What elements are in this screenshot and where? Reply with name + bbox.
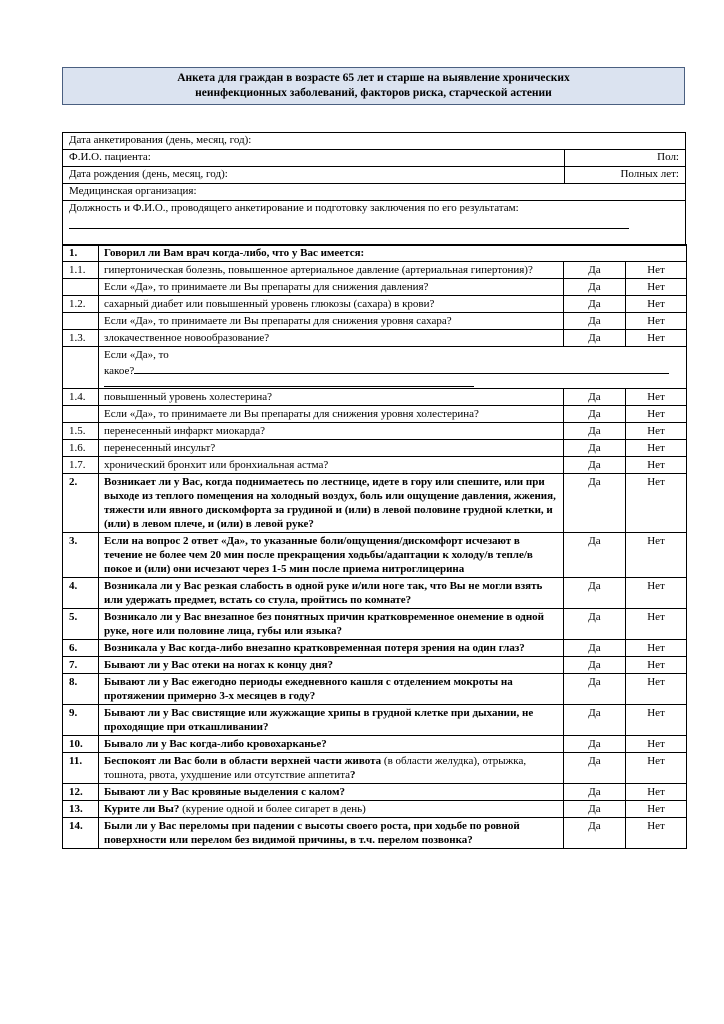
answer-yes[interactable]: Да [564, 609, 626, 640]
question-text-bold: Беспокоят ли Вас боли в области верхней части живота [104, 755, 382, 767]
form-title-box [62, 67, 685, 105]
question-number: 8. [63, 674, 99, 705]
question-text: Бывают ли у Вас отеки на ногах к концу дня? [99, 657, 564, 674]
questionnaire-table [62, 244, 687, 849]
answer-no[interactable]: Нет [626, 389, 687, 406]
sex-field: Пол: [565, 150, 686, 167]
question-text-end: ? [350, 769, 356, 781]
medical-org-field: Медицинская организация: [63, 184, 686, 201]
answer-no[interactable]: Нет [626, 474, 687, 533]
answer-yes[interactable]: Да [564, 533, 626, 578]
question-number: 3. [63, 533, 99, 578]
answer-yes[interactable]: Да [564, 313, 626, 330]
answer-yes[interactable]: Да [564, 296, 626, 313]
table-row [63, 578, 687, 609]
question-text: Говорил ли Вам врач когда-либо, что у Вас имеется: [99, 245, 687, 262]
answer-no[interactable]: Нет [626, 784, 687, 801]
cancer-type-field[interactable] [99, 347, 687, 389]
answer-yes[interactable]: Да [564, 818, 626, 849]
answer-yes[interactable]: Да [564, 705, 626, 736]
answer-yes[interactable]: Да [564, 330, 626, 347]
question-text: повышенный уровень холестерина? [99, 389, 564, 406]
answer-no[interactable]: Нет [626, 753, 687, 784]
question-text: Если на вопрос 2 ответ «Да», то указанные боли/ощущения/дискомфорт исчезают в течение не более чем 20 мин после прекращения ходьбы/адаптации к холоду/в тепле/в покое и (или) они исчезают через 1-5 мин после приема нитроглицерина [99, 533, 564, 578]
question-text: Бывают ли у Вас свистящие или жужжащие хрипы в грудной клетке при дыхании, не проходящие при откашливании? [99, 705, 564, 736]
question-text: Если «Да», то принимаете ли Вы препараты для снижения уровня холестерина? [99, 406, 564, 423]
question-number: 2. [63, 474, 99, 533]
answer-no[interactable]: Нет [626, 818, 687, 849]
table-row [63, 705, 687, 736]
table-row [63, 753, 687, 784]
answer-yes[interactable]: Да [564, 406, 626, 423]
answer-yes[interactable]: Да [564, 457, 626, 474]
answer-no[interactable]: Нет [626, 423, 687, 440]
answer-no[interactable]: Нет [626, 674, 687, 705]
answer-no[interactable]: Нет [626, 279, 687, 296]
answer-no[interactable]: Нет [626, 657, 687, 674]
question-number: 7. [63, 657, 99, 674]
question-text: Если «Да», то принимаете ли Вы препараты для снижения уровня сахара? [99, 313, 564, 330]
answer-no[interactable]: Нет [626, 609, 687, 640]
birth-date-field: Дата рождения (день, месяц, год): [63, 167, 565, 184]
table-row [63, 296, 687, 313]
table-row [63, 674, 687, 705]
table-row [63, 440, 687, 457]
table-row [63, 406, 687, 423]
answer-line [134, 362, 669, 374]
question-text: Если «Да», то принимаете ли Вы препараты для снижения давления? [99, 279, 564, 296]
question-text: Бывало ли у Вас когда-либо кровохарканье? [99, 736, 564, 753]
answer-yes[interactable]: Да [564, 784, 626, 801]
question-text-note: (в области желудка), отрыжка, тошнота, рвота, ухудшение или отсутствие аппетита [104, 755, 527, 781]
question-number [63, 406, 99, 423]
answer-yes[interactable]: Да [564, 262, 626, 279]
survey-date-field: Дата анкетирования (день, месяц, год): [63, 133, 686, 150]
answer-yes[interactable]: Да [564, 736, 626, 753]
table-row [63, 640, 687, 657]
answer-yes[interactable]: Да [564, 389, 626, 406]
answer-no[interactable]: Нет [626, 801, 687, 818]
question-text: Были ли у Вас переломы при падении с высоты своего роста, при ходьбе по ровной поверхности или перелом без видимой причины, в т.ч. перелом позвонка? [99, 818, 564, 849]
question-number: 13. [63, 801, 99, 818]
examiner-signature-line [69, 216, 629, 229]
answer-no[interactable]: Нет [626, 457, 687, 474]
answer-yes[interactable]: Да [564, 578, 626, 609]
table-row [63, 784, 687, 801]
question-text: сахарный диабет или повышенный уровень глюкозы (сахара) в крови? [99, 296, 564, 313]
answer-no[interactable]: Нет [626, 705, 687, 736]
table-row [63, 389, 687, 406]
table-row [63, 533, 687, 578]
question-text: хронический бронхит или бронхиальная астма? [99, 457, 564, 474]
question-number: 9. [63, 705, 99, 736]
question-text: Если «Да», то [104, 349, 169, 361]
question-number: 14. [63, 818, 99, 849]
question-number: 1.5. [63, 423, 99, 440]
examiner-label: Должность и Ф.И.О., проводящего анкетирование и подготовку заключения по его результатам: [69, 202, 519, 214]
table-row [63, 347, 687, 389]
question-number: 6. [63, 640, 99, 657]
table-row [63, 279, 687, 296]
question-number: 1.1. [63, 262, 99, 279]
question-number: 10. [63, 736, 99, 753]
answer-yes[interactable]: Да [564, 674, 626, 705]
question-text: какое? [104, 365, 135, 377]
question-number: 11. [63, 753, 99, 784]
table-row [63, 313, 687, 330]
question-number: 5. [63, 609, 99, 640]
form-title-line-2: неинфекционных заболеваний, факторов риска, старческой астении [195, 87, 552, 99]
question-text: Возникала ли у Вас резкая слабость в одной руке и/или ноге так, что Вы не могли взять или удержать предмет, встать со стула, пройтись по комнате? [99, 578, 564, 609]
table-row [63, 245, 687, 262]
answer-no[interactable]: Нет [626, 296, 687, 313]
answer-no[interactable]: Нет [626, 406, 687, 423]
question-text-note: (курение одной и более сигарет в день) [179, 803, 366, 815]
table-row [63, 423, 687, 440]
question-text: злокачественное новообразование? [99, 330, 564, 347]
table-row [63, 609, 687, 640]
question-text: Возникала у Вас когда-либо внезапно кратковременная потеря зрения на один глаз? [99, 640, 564, 657]
question-text: гипертоническая болезнь, повышенное артериальное давление (артериальная гипертония)? [99, 262, 564, 279]
question-number [63, 313, 99, 330]
answer-no[interactable]: Нет [626, 533, 687, 578]
question-text [99, 801, 564, 818]
question-text [99, 753, 564, 784]
table-row [63, 736, 687, 753]
answer-no[interactable]: Нет [626, 440, 687, 457]
question-number: 1.3. [63, 330, 99, 347]
patient-info-table [62, 132, 686, 246]
answer-no[interactable]: Нет [626, 330, 687, 347]
question-number: 12. [63, 784, 99, 801]
question-text: перенесенный инсульт? [99, 440, 564, 457]
answer-yes[interactable]: Да [564, 423, 626, 440]
answer-yes[interactable]: Да [564, 279, 626, 296]
table-row [63, 262, 687, 279]
answer-yes[interactable]: Да [564, 801, 626, 818]
question-text: Бывают ли у Вас ежегодно периоды ежедневного кашля с отделением мокроты на протяжении примерно 3-х месяцев в году? [99, 674, 564, 705]
answer-yes[interactable]: Да [564, 657, 626, 674]
answer-no[interactable]: Нет [626, 736, 687, 753]
question-text-bold: Курите ли Вы? [104, 803, 180, 815]
table-row [63, 474, 687, 533]
answer-no[interactable]: Нет [626, 262, 687, 279]
patient-name-field: Ф.И.О. пациента: [63, 150, 565, 167]
examiner-field [63, 201, 686, 246]
form-title-line-1: Анкета для граждан в возрасте 65 лет и старше на выявление хронических [177, 72, 570, 84]
question-number [63, 347, 99, 389]
answer-yes[interactable]: Да [564, 440, 626, 457]
question-number: 1. [63, 245, 99, 262]
answer-line [104, 378, 474, 387]
question-number: 1.2. [63, 296, 99, 313]
question-text: Возникало ли у Вас внезапное без понятных причин кратковременное онемение в одной руке, ноге или половине лица, губы или языка? [99, 609, 564, 640]
question-number: 1.7. [63, 457, 99, 474]
table-row [63, 457, 687, 474]
question-number [63, 279, 99, 296]
table-row [63, 330, 687, 347]
question-number: 4. [63, 578, 99, 609]
question-number: 1.4. [63, 389, 99, 406]
question-text: Возникает ли у Вас, когда поднимаетесь по лестнице, идете в гору или спешите, или при выходе из теплого помещения на холодный воздух, боль или ощущение давления, жжения, тяжести или явного дискомфорта за грудиной и (или) в левой половине грудной клетки, и (или) в левом плече, и (или) в левой руке? [99, 474, 564, 533]
answer-yes[interactable]: Да [564, 640, 626, 657]
age-field: Полных лет: [565, 167, 686, 184]
table-row [63, 657, 687, 674]
answer-yes[interactable]: Да [564, 753, 626, 784]
question-text: Бывают ли у Вас кровяные выделения с калом? [99, 784, 564, 801]
answer-yes[interactable]: Да [564, 474, 626, 533]
answer-no[interactable]: Нет [626, 313, 687, 330]
table-row [63, 818, 687, 849]
question-text: перенесенный инфаркт миокарда? [99, 423, 564, 440]
answer-no[interactable]: Нет [626, 578, 687, 609]
question-number: 1.6. [63, 440, 99, 457]
answer-no[interactable]: Нет [626, 640, 687, 657]
table-row [63, 801, 687, 818]
